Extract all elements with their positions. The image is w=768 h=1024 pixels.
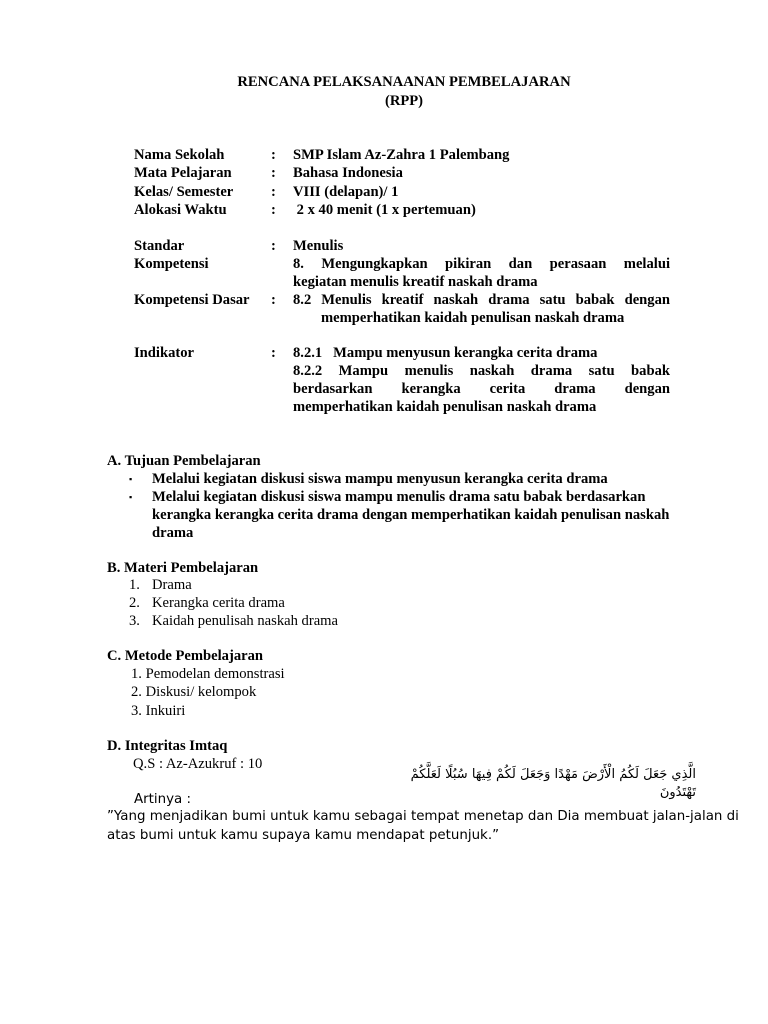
colon: : (271, 165, 276, 181)
colon: : (271, 202, 276, 218)
label-standar: Standar (134, 238, 185, 254)
label-indikator: Indikator (134, 345, 195, 361)
translation-line2: atas bumi untuk kamu supaya kamu mendapat petunjuk.” (107, 828, 500, 843)
value-kelas-semester: VIII (delapan)/ 1 (293, 184, 399, 200)
label-kompetensi-dasar: Kompetensi Dasar (134, 292, 250, 308)
colon: : (271, 147, 276, 163)
colon: : (271, 345, 276, 361)
kd-value-line1: 8.2 Menulis kreatif naskah drama satu babak dengan (293, 292, 670, 308)
indikator-line3: berdasarkan kerangka cerita drama dengan (293, 381, 670, 397)
artinya-label: Artinya : (134, 792, 192, 807)
label-mata-pelajaran: Mata Pelajaran (134, 165, 232, 181)
label-nama-sekolah: Nama Sekolah (134, 147, 225, 163)
indikator-line1: 8.2.1 Mampu menyusun kerangka cerita drama (293, 345, 598, 361)
bullet-icon: ▪ (129, 492, 133, 502)
section-b-heading: B. Materi Pembelajaran (107, 560, 259, 576)
colon: : (271, 238, 276, 254)
arabic-verse: الَّذِي جَعَلَ لَكُمُ الْأَرْضَ مَهْدًا وَجَعَلَ لَكُمْ فِيهَا سُبُلًا لَعَلَّكُمْ تَهْتَدُونَ (410, 767, 696, 800)
materi-item-2: Kerangka cerita drama (152, 595, 285, 611)
translation-line1: ”Yang menjadikan bumi untuk kamu sebagai tempat menetap dan Dia membuat jalan-jalan di (107, 809, 739, 824)
indikator-line2: 8.2.2 Mampu menulis naskah drama satu babak (293, 363, 670, 379)
label-alokasi-waktu: Alokasi Waktu (134, 202, 227, 218)
metode-item-1: 1. Pemodelan demonstrasi (131, 666, 285, 682)
materi-num-2: 2. (129, 595, 140, 611)
surah-reference: Q.S : Az-Azukruf : 10 (133, 756, 263, 772)
indikator-line4: memperhatikan kaidah penulisan naskah drama (293, 399, 597, 415)
tujuan-item-2-line2: kerangka kerangka cerita drama dengan memperhatikan kaidah penulisan naskah (152, 507, 670, 523)
section-c-heading: C. Metode Pembelajaran (107, 648, 264, 664)
document-subtitle: (RPP) (384, 93, 424, 109)
document-title: RENCANA PELAKSANAANAN PEMBELAJARAN (237, 74, 571, 90)
tujuan-item-1: Melalui kegiatan diskusi siswa mampu menyusun kerangka cerita drama (152, 471, 608, 487)
section-d-heading: D. Integritas Imtaq (107, 738, 228, 754)
metode-item-3: 3. Inkuiri (131, 703, 186, 719)
kd-value-line2: memperhatikan kaidah penulisan naskah drama (321, 310, 625, 326)
standar-value-line2: 8. Mengungkapkan pikiran dan perasaan melalui (293, 256, 670, 272)
bullet-icon: ▪ (129, 474, 133, 484)
label-kelas-semester: Kelas/ Semester (134, 184, 234, 200)
materi-num-3: 3. (129, 613, 140, 629)
standar-value-line1: Menulis (293, 238, 344, 254)
value-nama-sekolah: SMP Islam Az-Zahra 1 Palembang (293, 147, 510, 163)
materi-num-1: 1. (129, 577, 140, 593)
tujuan-item-2-line3: drama (152, 525, 194, 541)
value-alokasi-waktu: 2 x 40 menit (1 x pertemuan) (293, 202, 476, 218)
materi-item-3: Kaidah penulisah naskah drama (152, 613, 339, 629)
metode-item-2: 2. Diskusi/ kelompok (131, 684, 257, 700)
tujuan-item-2-line1: Melalui kegiatan diskusi siswa mampu menulis drama satu babak berdasarkan (152, 489, 646, 505)
colon: : (271, 184, 276, 200)
materi-item-1: Drama (152, 577, 192, 593)
section-a-heading: A. Tujuan Pembelajaran (107, 453, 261, 469)
colon: : (271, 292, 276, 308)
label-kompetensi: Kompetensi (134, 256, 209, 272)
value-mata-pelajaran: Bahasa Indonesia (293, 165, 403, 181)
standar-value-line3: kegiatan menulis kreatif naskah drama (293, 274, 538, 290)
